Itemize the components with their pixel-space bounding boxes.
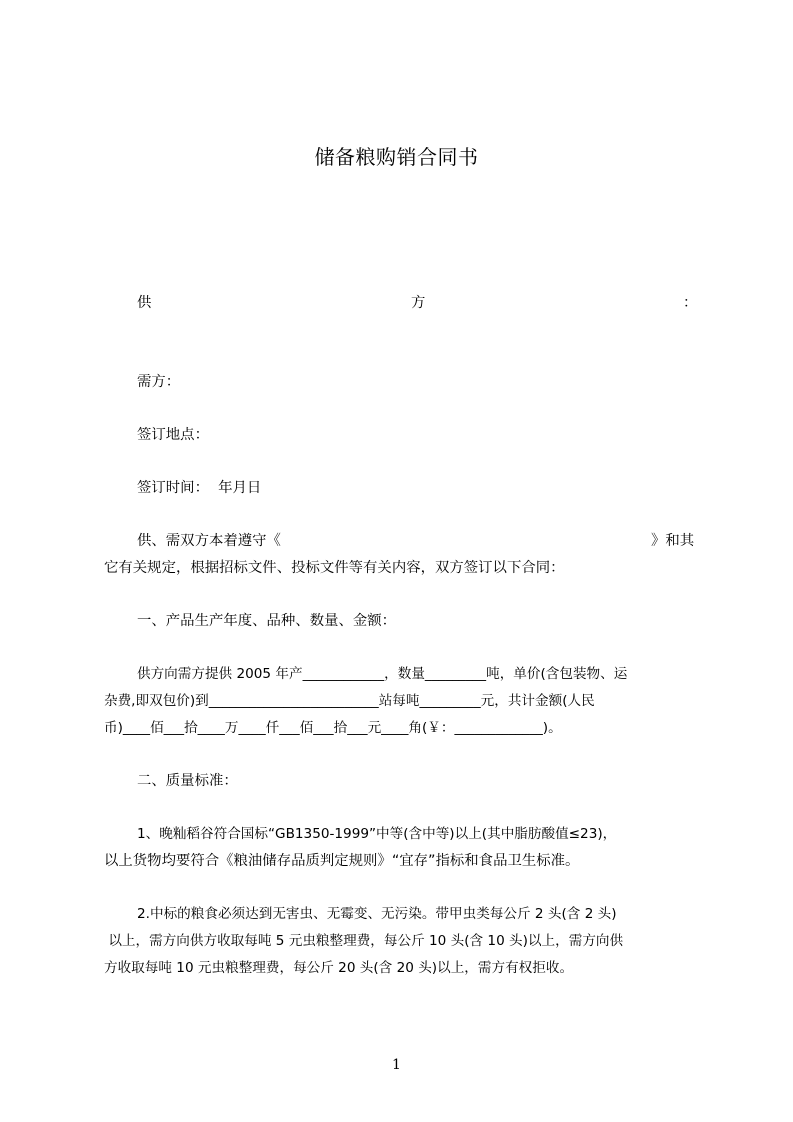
sign-place-label: 签订地点： xyxy=(137,427,209,443)
quality-item-1-line-1: 1、晚籼稻谷符合国标“GB1350-1999”中等(含中等)以上(其中脂肪酸值≤23)， xyxy=(137,826,617,842)
supplier-label-colon: ： xyxy=(683,295,698,311)
buyer-label: 需方： xyxy=(137,374,181,390)
quality-item-2-line-2: 以上，需方向供方收取每吨 5 元虫粮整理费，每公斤 10 头(含 10 头)以上，需方向供 xyxy=(104,933,624,949)
supplier-label-part1: 供 xyxy=(137,295,152,311)
intro-line-2: 它有关规定，根据招标文件、投标文件等有关内容，双方签订以下合同： xyxy=(104,560,565,576)
quality-item-1-line-2: 以上货物均要符合《粮油储存品质判定规则》“宜存”指标和食品卫生标准。 xyxy=(104,853,580,869)
quality-item-2-line-1: 2.中标的粮食必须达到无害虫、无霉变、无污染。带甲虫类每公斤 2 头(含 2 头) xyxy=(137,906,617,922)
section-1-line-2: 杂费,即双包价)到_________________________站每吨_________元，共计金额(人民 xyxy=(104,693,595,709)
section-2-heading: 二、质量标准： xyxy=(137,773,238,789)
sign-time-label: 签订时间： 年月日 xyxy=(137,480,262,496)
document-title: 储备粮购销合同书 xyxy=(314,145,479,169)
section-1-heading: 一、产品生产年度、品种、数量、金额： xyxy=(137,613,397,629)
supplier-label-part2: 方 xyxy=(411,295,426,311)
intro-line-1-start: 供、需双方本着遵守《 xyxy=(137,533,281,549)
quality-item-2-line-3: 方收取每吨 10 元虫粮整理费，每公斤 20 头(含 20 头)以上，需方有权拒收。 xyxy=(104,960,574,976)
section-1-line-3: 币)____佰___拾____万____仟___佰___拾___元____角(￥：_____________)。 xyxy=(104,720,562,736)
section-1-line-1: 供方向需方提供 2005 年产____________，数量_________吨，单价(含包装物、运 xyxy=(137,666,628,682)
page-number: 1 xyxy=(392,1057,401,1073)
intro-line-1-end: 》和其 xyxy=(651,533,695,549)
